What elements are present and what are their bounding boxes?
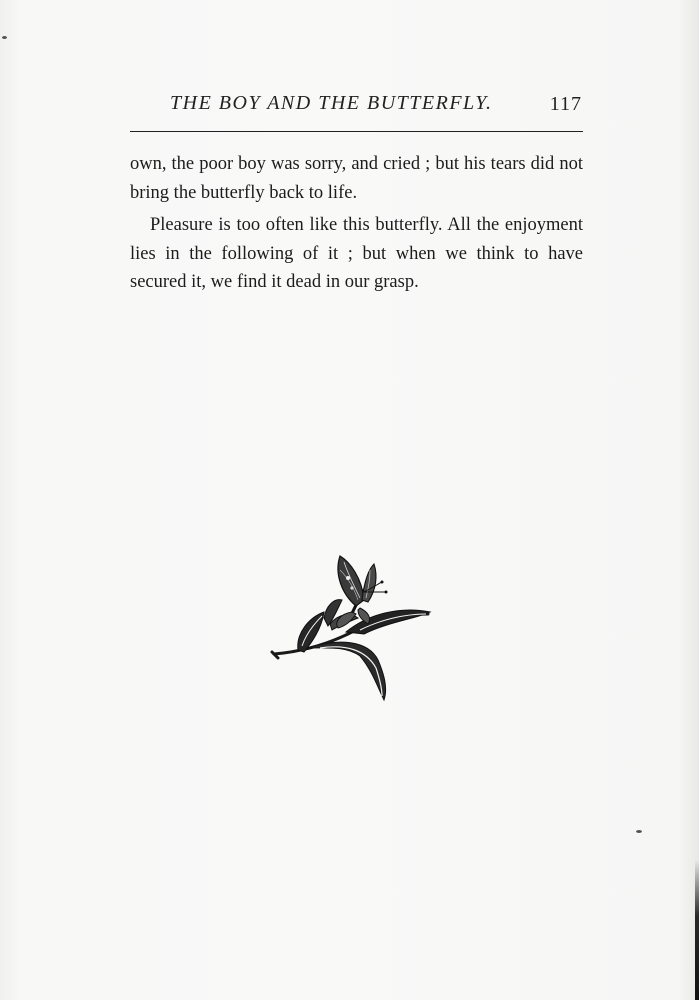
- butterfly-illustration: [268, 548, 438, 708]
- running-header: [170, 92, 590, 120]
- body-text: [130, 150, 583, 297]
- paragraph: Pleasure is too often like this butterfly. All the enjoyment lies in the following of it ; but when we think to have secured it, we find it dead in our grasp.: [130, 215, 583, 292]
- butterfly-on-flower-vignette-icon: [268, 548, 438, 708]
- running-title: THE BOY AND THE BUTTERFLY.: [170, 92, 493, 114]
- margin-speck: [2, 36, 7, 39]
- header-rule: [130, 131, 583, 132]
- paragraph: own, the poor boy was sorry, and cried ; but his tears did not bring the butterfly back to life.: [130, 154, 583, 203]
- page-edge-shadow: [695, 860, 699, 1000]
- page-number: 117: [549, 93, 582, 115]
- margin-speck: [636, 830, 642, 833]
